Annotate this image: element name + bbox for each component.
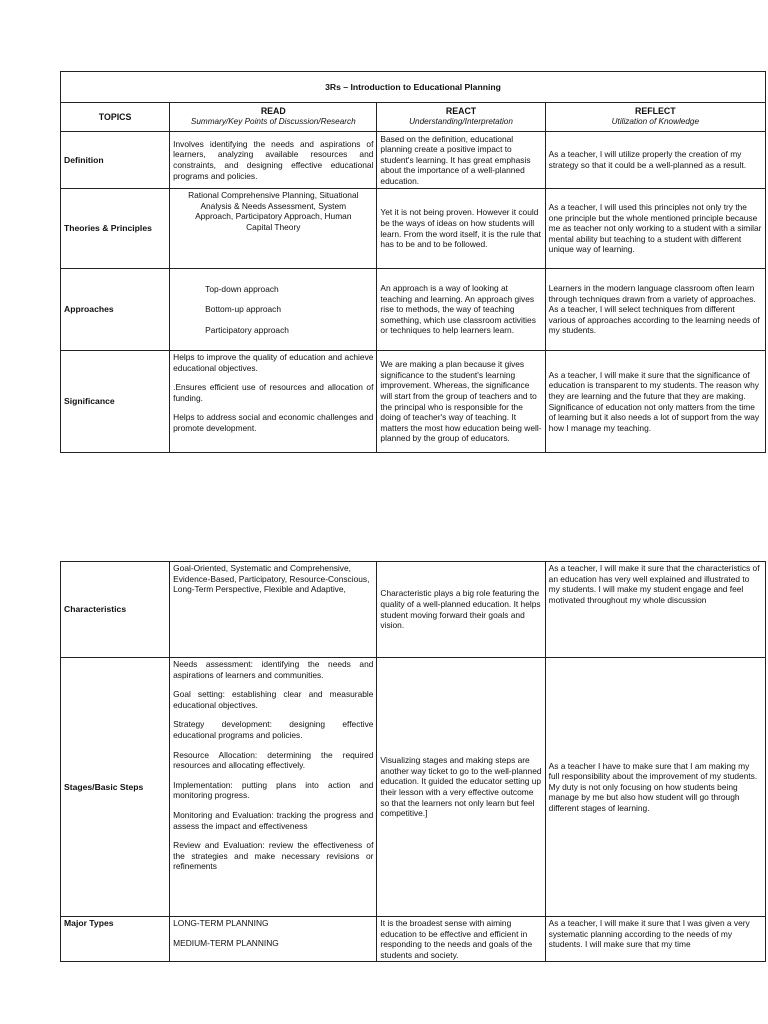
educational-planning-table-continued xyxy=(60,561,766,962)
educational-planning-table xyxy=(60,71,766,453)
header-topics: TOPICS xyxy=(61,103,170,132)
table-title: 3Rs – Introduction to Educational Planning xyxy=(61,72,766,103)
react-cell: It is the broadest sense with aiming education to be effective and efficient in responding to the needs and goals of the students and society. xyxy=(377,917,545,962)
table-row xyxy=(61,189,766,269)
react-cell: Visualizing stages and making steps are another way ticket to go to the well-planned education. It guided the educator setting up their lesson with a very effective outcome so that the learners not only learn but feel competitive.] xyxy=(377,658,545,917)
react-cell: Yet it is not being proven. However it could be the ways of ideas on how students will learn. From the word itself, it is the rule that has to be and to be followed. xyxy=(377,189,545,269)
read-cell: Top-down approach Bottom-up approach Participatory approach xyxy=(170,269,377,351)
header-read: READ Summary/Key Points of Discussion/Research xyxy=(170,103,377,132)
topic-approaches: Approaches xyxy=(61,269,170,351)
table-row xyxy=(61,132,766,189)
topic-major-types: Major Types xyxy=(61,917,170,962)
read-cell: LONG-TERM PLANNING MEDIUM-TERM PLANNING xyxy=(170,917,377,962)
reflect-cell: As a teacher, I will make it sure that I was given a very systematic planning according to the needs of my students. I will make sure that my time xyxy=(545,917,765,962)
reflect-cell: As a teacher, I will used this principles not only try the one principle but the whole mentioned principle because me as teacher not only working to a student with a similar mental ability but teaching to a student with different unique way of learning. xyxy=(545,189,765,269)
topic-significance: Significance xyxy=(61,351,170,453)
reflect-cell: As a teacher, I will utilize properly the creation of my strategy so that it could be a well-planned as a result. xyxy=(545,132,765,189)
read-cell: Needs assessment: identifying the needs and aspirations of learners and communities. Goal setting: establishing clear and measurable educational objectives. Strategy development: designing effective educational programs and policies. Resource Allocation: determining the required resources and allocating effectively. Implementation: putting plans into action and monitoring progress. Monitoring and Evaluation: tracking the progress and assess the impact and effectiveness Review and Evaluation: review the effectiveness of the strategies and make necessary revisions or refinements xyxy=(170,658,377,917)
read-cell: Rational Comprehensive Planning, Situational Analysis & Needs Assessment, System Approach, Participatory Approach, Human Capital Theory xyxy=(170,189,377,269)
reflect-cell: As a teacher, I will make it sure that the characteristics of an education has very well explained and illustrated to my students. I will make my student engage and feel motivated throughout my whole discussion xyxy=(545,562,765,658)
header-react: REACT Understanding/Interpretation xyxy=(377,103,545,132)
table-row xyxy=(61,917,766,962)
react-cell: We are making a plan because it gives significance to the student's learning improvement. Whereas, the significance will start from the group of teachers and to the principal who is responsible for the doing of teacher's way of teaching. It matters the most how education being well-planned by the group of educators. xyxy=(377,351,545,453)
read-cell: Goal-Oriented, Systematic and Comprehensive, Evidence-Based, Participatory, Resource-Conscious, Long-Term Perspective, Flexible and Adaptive, xyxy=(170,562,377,658)
header-reflect: REFLECT Utilization of Knowledge xyxy=(545,103,765,132)
react-cell: Characteristic plays a big role featuring the quality of a well-planned education. It helps student moving forward their goals and vision. xyxy=(377,562,545,658)
table-row xyxy=(61,562,766,658)
table-row xyxy=(61,269,766,351)
table-row xyxy=(61,658,766,917)
topic-theories: Theories & Principles xyxy=(61,189,170,269)
react-cell: Based on the definition, educational planning create a positive impact to student's learning. It has great emphasis about the importance of a well-planned education. xyxy=(377,132,545,189)
reflect-cell: As a teacher I have to make sure that I am making my full responsibility about the improvement of my students. My duty is not only focusing on how students being manage by me but also how student will go through different stages of learning. xyxy=(545,658,765,917)
topic-definition: Definition xyxy=(61,132,170,189)
react-cell: An approach is a way of looking at teaching and learning. An approach gives rise to methods, the way of teaching something, which use classroom activities or techniques to help learners learn. xyxy=(377,269,545,351)
topic-characteristics: Characteristics xyxy=(61,562,170,658)
topic-stages: Stages/Basic Steps xyxy=(61,658,170,917)
read-cell: Involves identifying the needs and aspirations of learners, analyzing available resources and constraints, and designing effective educational programs and policies. xyxy=(170,132,377,189)
table-row xyxy=(61,351,766,453)
reflect-cell: As a teacher, I will make it sure that the significance of education is transparent to my students. The reason why they are learning and the future that they are making. Significance of education not only matters from the time of learning but it also needs a lot of support from the way how I manage my teaching. xyxy=(545,351,765,453)
reflect-cell: Learners in the modern language classroom often learn through techniques drawn from a variety of approaches. As a teacher, I will select techniques from different various of approaches according to the learning needs of my students. xyxy=(545,269,765,351)
read-cell: Helps to improve the quality of education and achieve educational objectives. .Ensures efficient use of resources and allocation of funding. Helps to address social and economic challenges and promote development. xyxy=(170,351,377,453)
